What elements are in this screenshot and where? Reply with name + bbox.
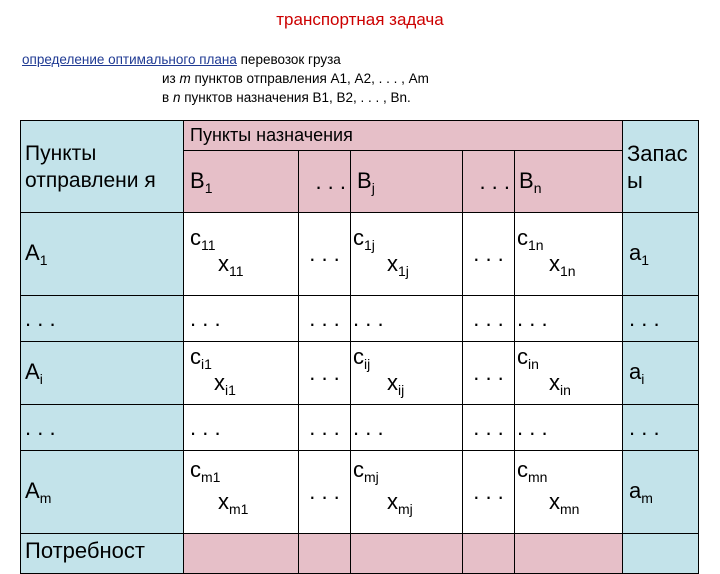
dots2-r-d2: . . . [463,405,515,451]
cell-ri-dots-1: . . . [299,342,351,405]
cell-r1-dots-1: . . . [299,213,351,296]
cell-rm-cn: $c_{mn}$ $x_{mn}$ [515,451,623,534]
supply-a1: $a_1$ [623,213,699,296]
description-line-2: из m пунктов отправления А1, А2, . . . , Аm [162,71,429,86]
origin-ai: $A_i$ [21,342,184,405]
cell-r1-c1: $c_{11}$ $x_{11}$ [184,213,299,296]
dest-b1: $B_1$ [184,151,299,213]
supply-dots-2: . . . [623,405,699,451]
cell-rm-c1: $c_{m1}$ $x_{m1}$ [184,451,299,534]
cell-ri-cn: $c_{in}$ $x_{in}$ [515,342,623,405]
dest-dots-2: . . . [463,151,515,213]
dots2-r-d1: . . . [299,405,351,451]
supply-am: $a_m$ [623,451,699,534]
dots-r-cn: . . . [515,296,623,342]
destinations-header-cell: Пункты назначения [184,121,623,151]
supply-header-cell: Запас ы [623,121,699,213]
dots2-r-c1: . . . [184,405,299,451]
origin-dots-1: . . . [21,296,184,342]
demand-header-cell: Потребност [21,534,184,574]
origin-a1: $A_1$ [21,213,184,296]
origin-dots-2: . . . [21,405,184,451]
dest-bn: $B_n$ [515,151,623,213]
dots-r-cj: . . . [351,296,463,342]
cell-r1-cn: $c_{1n}$ $x_{1n}$ [515,213,623,296]
supply-ai: $a_i$ [623,342,699,405]
description-line-3: в n пунктов назначения В1, В2, . . . , Вn. [162,90,411,105]
problem-description [22,50,429,107]
dots-r-d2: . . . [463,296,515,342]
cell-ri-c1: $c_{i1}$ $x_{i1}$ [184,342,299,405]
dots-r-d1: . . . [299,296,351,342]
origin-header-cell: Пункты отправлени я [21,121,184,213]
cell-r1-dots-2: . . . [463,213,515,296]
description-line-1: определение оптимального плана перевозок груза [22,52,341,67]
cell-rm-dots-1: . . . [299,451,351,534]
supply-dots-1: . . . [623,296,699,342]
page-title: транспортная задача [276,10,444,29]
cell-r1-cj: $c_{1j}$ $x_{1j}$ [351,213,463,296]
dest-dots-1: . . . [299,151,351,213]
dots-r-c1: . . . [184,296,299,342]
definition-link[interactable]: определение оптимального плана [22,52,237,67]
dest-bj: $B_j$ [351,151,463,213]
cell-rm-dots-2: . . . [463,451,515,534]
transport-table [20,120,699,574]
dots2-r-cj: . . . [351,405,463,451]
cell-rm-cj: $c_{mj}$ $x_{mj}$ [351,451,463,534]
cell-ri-dots-2: . . . [463,342,515,405]
cell-ri-cj: $c_{ij}$ $x_{ij}$ [351,342,463,405]
origin-am: $A_m$ [21,451,184,534]
dots2-r-cn: . . . [515,405,623,451]
